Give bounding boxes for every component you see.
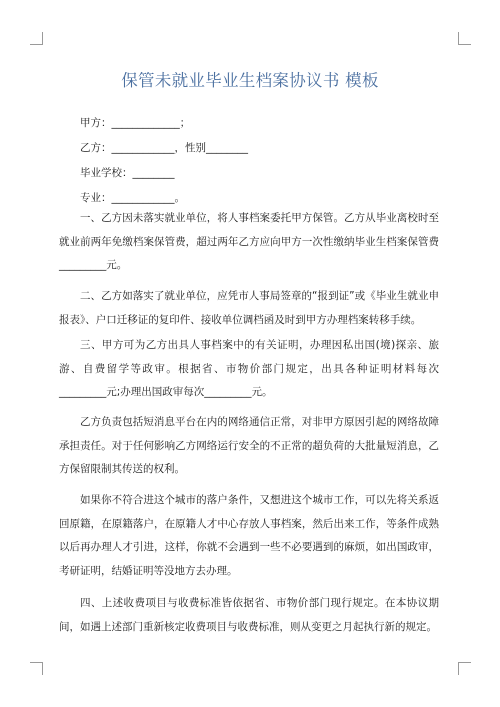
crop-mark-top-right xyxy=(458,32,471,45)
major-field: 专业：____________。 xyxy=(80,192,185,204)
party-a-field: 甲方：_____________； xyxy=(80,117,191,129)
clause-3-paragraph: 三、甲方可为乙方出具人事档案中的有关证明，办理因私出国(境)探亲、旅游、自费留学等政审。根据省、市物价部门规定，出具各种证明材料每次_________元;办理出国政审每次_________元。 xyxy=(59,339,439,398)
crop-mark-bottom-right xyxy=(458,662,471,675)
school-field: 毕业学校：________ xyxy=(80,167,175,179)
document-title: 保管未就业毕业生档案协议书 模板 xyxy=(121,71,379,90)
network-responsibility-paragraph: 乙方负责包括短消息平台在内的网络通信正常，对非甲方原因引起的网络故障承担责任。对于任何影响乙方网络运行安全的不正常的超负荷的大批量短消息，乙方保留限制其传送的权利。 xyxy=(59,416,439,475)
household-registration-paragraph: 如果你不符合进这个城市的落户条件，又想进这个城市工作，可以先将关系返回原籍，在原籍落户，在原籍人才中心存放人事档案，然后出来工作，等条件成熟以后再办理人才引进，这样，你就不会遇到一些不必要遇到的麻烦，如出国政审，考研证明，结婚证明等没地方去办理。 xyxy=(59,494,439,577)
clause-4-paragraph: 四、上述收费项目与收费标准皆依据省、市物价部门现行规定。在本协议期间，如遇上述部门重新核定收费项目与收费标准，则从变更之月起执行新的规定。 xyxy=(59,597,439,633)
crop-mark-bottom-left xyxy=(30,662,43,675)
crop-mark-top-left xyxy=(30,32,43,45)
party-b-field: 乙方：____________，性别________ xyxy=(80,142,248,154)
clause-1-paragraph: 一、乙方因未落实就业单位，将人事档案委托甲方保管。乙方从毕业离校时至就业前两年免缴档案保管费，超过两年乙方应向甲方一次性缴纳毕业生档案保管费_________元。 xyxy=(59,212,439,271)
clause-2-paragraph: 二、乙方如落实了就业单位，应凭市人事局签章的“报到证”或《毕业生就业申报表》、户口迁移证的复印件、接收单位调档函及时到甲方办理档案转移手续。 xyxy=(59,290,439,326)
